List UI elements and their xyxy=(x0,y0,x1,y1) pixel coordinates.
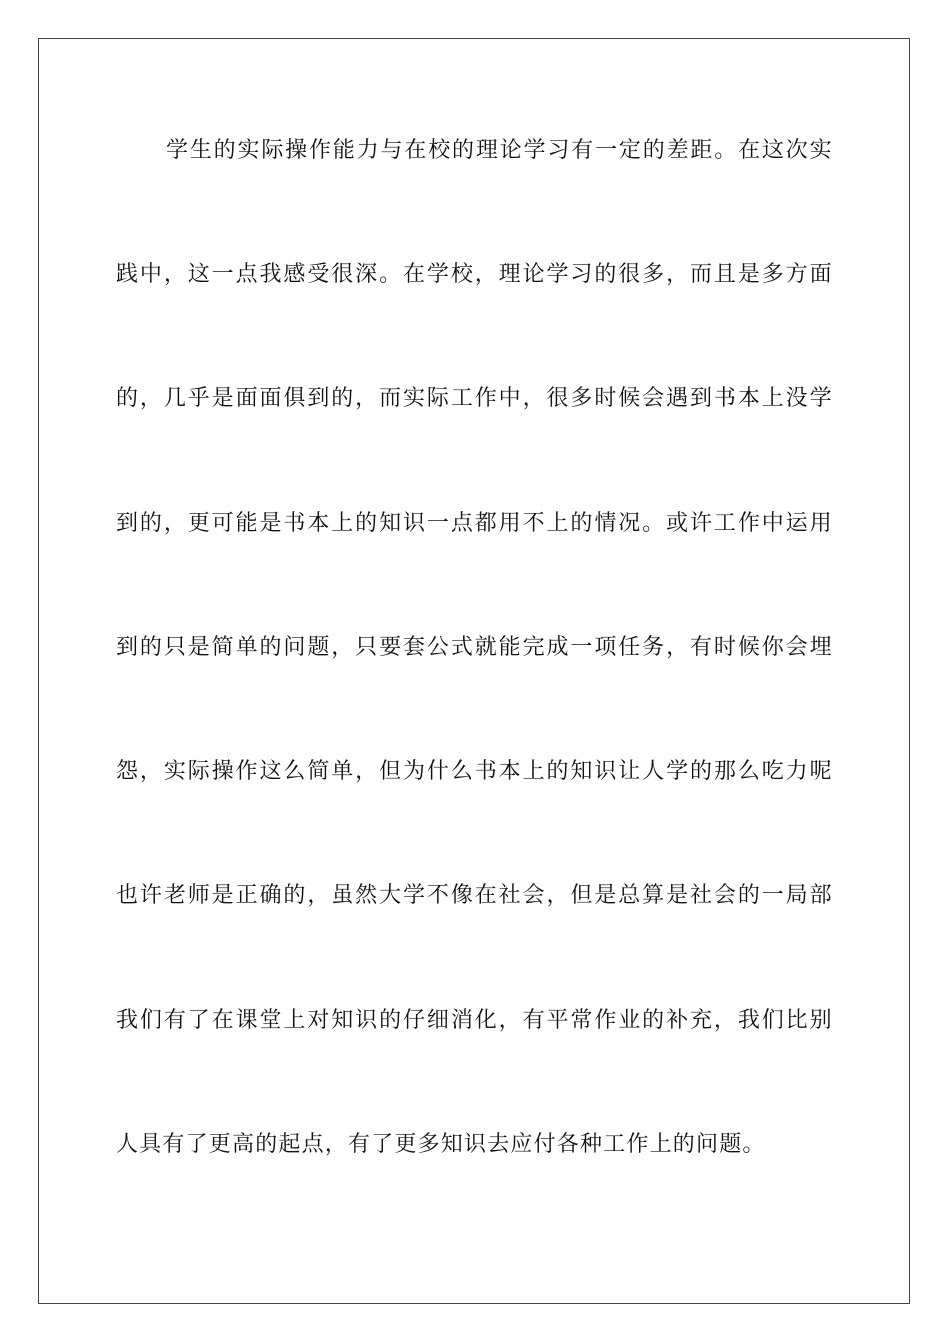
paragraph-line-4: 到的，更可能是书本上的知识一点都用不上的情况。或许工作中运用 xyxy=(116,511,832,536)
paragraph-line-3: 的，几乎是面面俱到的，而实际工作中，很多时候会遇到书本上没学 xyxy=(116,386,832,411)
paragraph-line-6: 怨，实际操作这么简单，但为什么书本上的知识让人学的那么吃力呢 xyxy=(116,759,832,784)
page-border xyxy=(38,38,910,1304)
paragraph-line-5: 到的只是简单的问题，只要套公式就能完成一项任务，有时候你会埋 xyxy=(116,635,832,660)
paragraph-line-7: 也许老师是正确的，虽然大学不像在社会，但是总算是社会的一局部 xyxy=(116,883,832,908)
paragraph-line-9: 人具有了更高的起点，有了更多知识去应付各种工作上的问题。 xyxy=(116,1132,766,1157)
paragraph-line-1: 学生的实际操作能力与在校的理论学习有一定的差距。在这次实 xyxy=(166,138,832,163)
paragraph-line-2: 践中，这一点我感受很深。在学校，理论学习的很多，而且是多方面 xyxy=(116,262,832,287)
paragraph-line-8: 我们有了在课堂上对知识的仔细消化，有平常作业的补充，我们比别 xyxy=(116,1008,832,1033)
